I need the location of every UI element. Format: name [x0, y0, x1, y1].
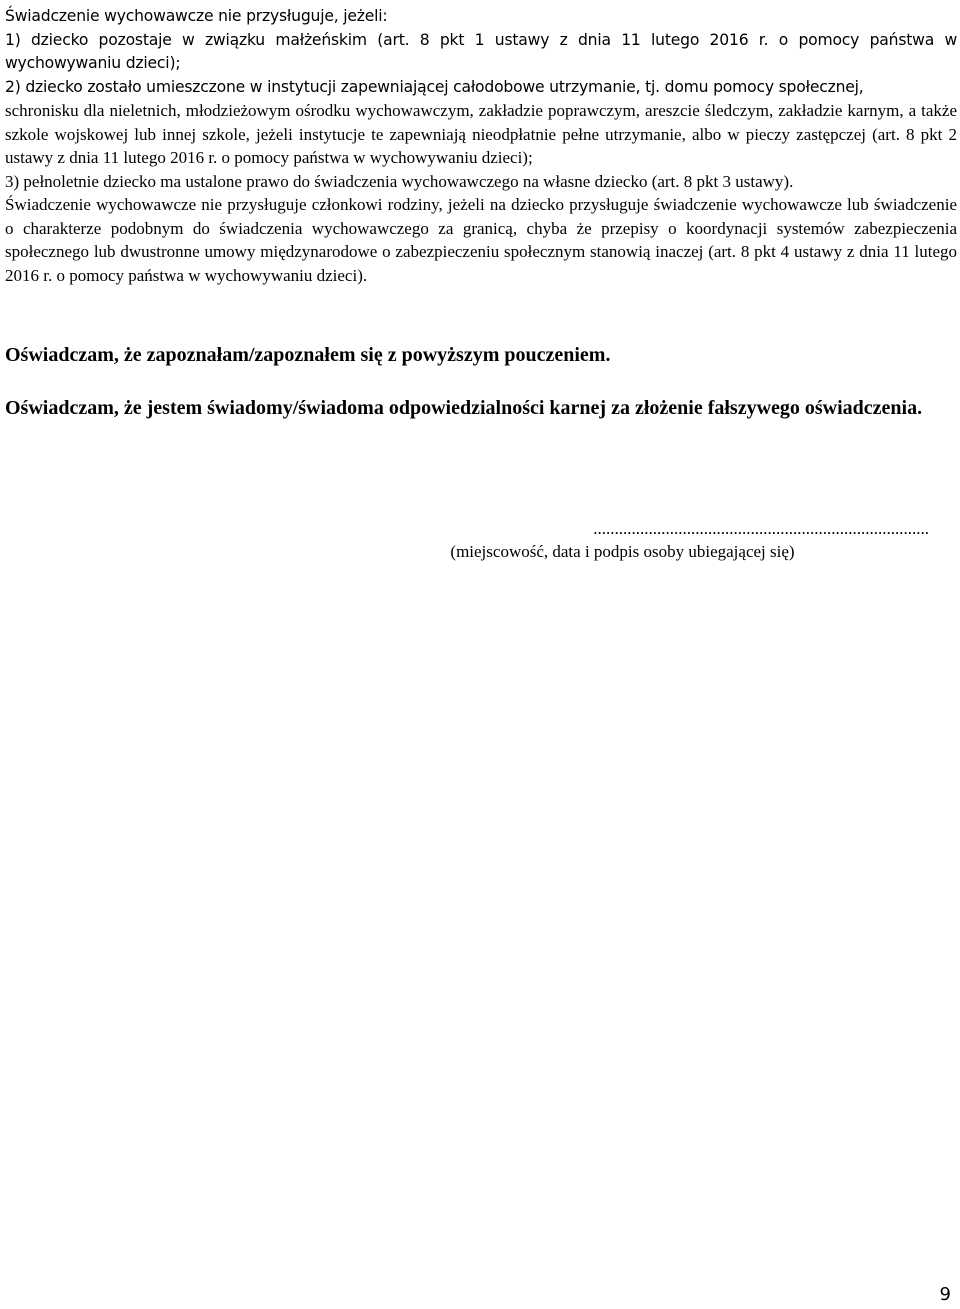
- statement-liability: Oświadczam, że jestem świadomy/świadoma odpowiedzialności karnej za złożenie fałszywego oświadczenia.: [5, 397, 923, 419]
- list-item-2: 2) dziecko zostało umieszczone w instytucji zapewniającej całodobowe utrzymanie, tj. domu pomocy społecznej,: [5, 77, 864, 96]
- instruction-text: [5, 5, 957, 287]
- statement-acknowledgement: Oświadczam, że zapoznałam/zapoznałem się z powyższym pouczeniem.: [5, 344, 611, 366]
- signature-caption: (miejscowość, data i podpis osoby ubiegającej się): [450, 542, 795, 561]
- list-item-3: 3) pełnoletnie dziecko ma ustalone prawo do świadczenia wychowawczego na własne dziecko (art. 8 pkt 3 ustawy).: [5, 171, 794, 191]
- page-number: 9: [939, 1284, 951, 1305]
- family-member-clause: Świadczenie wychowawcze nie przysługuje członkowi rodziny, jeżeli na dziecko przysługuje świadczenie wychowawcze lub świadczenie o charakterze podobnym do świadczenia wychowawczego za granicą, chyba że przepisy o koordynacji systemów zabezpieczenia społecznego lub dwustronne umowy międzynarodowe o zabezpieczeniu społecznym stanowią inaczej (art. 8 pkt 4 ustawy z dnia 11 lutego 2016 r. o pomocy państwa w wychowywaniu dzieci).: [5, 195, 957, 285]
- list-item-2-continued: schronisku dla nieletnich, młodzieżowym ośrodku wychowawczym, zakładzie poprawczym, areszcie śledczym, zakładzie karnym, a także szkole wojskowej lub innej szkole, jeżeli instytucje te zapewniają nieodpłatnie pełne utrzymanie, albo w pieczy zastępczej (art. 8 pkt 2 ustawy z dnia 11 lutego 2016 r. o pomocy państwa w wychowywaniu dzieci);: [5, 101, 957, 167]
- signature-line: ...............................................................................: [593, 519, 929, 538]
- signature-block: [320, 517, 935, 563]
- list-item-1: 1) dziecko pozostaje w związku małżeńskim (art. 8 pkt 1 ustawy z dnia 11 lutego 2016 r. o pomocy państwa w wychowywaniu dzieci);: [5, 30, 957, 72]
- intro-line: Świadczenie wychowawcze nie przysługuje, jeżeli:: [5, 7, 388, 25]
